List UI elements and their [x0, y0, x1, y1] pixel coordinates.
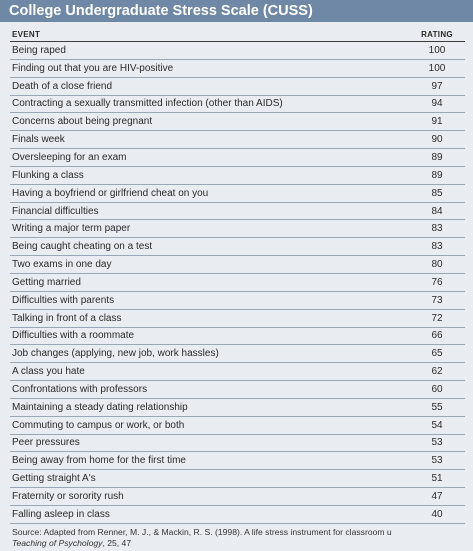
event-cell: Difficulties with a roommate: [12, 330, 135, 342]
rating-cell: 76: [431, 276, 443, 288]
table-row: [10, 452, 465, 470]
table-row: [10, 42, 465, 60]
event-cell: Being away from home for the first time: [12, 455, 186, 467]
rating-cell: 53: [431, 437, 443, 449]
event-cell: Having a boyfriend or girlfriend cheat on you: [12, 187, 209, 199]
rating-cell: 91: [431, 116, 443, 128]
event-cell: Finding out that you are HIV-positive: [12, 62, 174, 74]
event-cell: Commuting to campus or work, or both: [12, 419, 185, 431]
table-row: [10, 470, 465, 488]
rating-cell: 51: [431, 473, 443, 485]
event-cell: Maintaining a steady dating relationship: [12, 401, 188, 413]
table-row: [10, 96, 465, 114]
rating-cell: 100: [428, 44, 446, 56]
table-body: [10, 42, 465, 524]
event-cell: Contracting a sexually transmitted infection (other than AIDS): [12, 98, 283, 110]
table-row: [10, 131, 465, 149]
table-row: [10, 185, 465, 203]
rating-cell: 47: [431, 491, 443, 503]
rating-cell: 66: [431, 330, 443, 342]
event-cell: Writing a major term paper: [12, 223, 131, 235]
event-cell: Fraternity or sorority rush: [12, 491, 124, 503]
table-row: [10, 310, 465, 328]
rating-cell: 90: [431, 134, 443, 146]
table-row: [10, 238, 465, 256]
table-row: [10, 274, 465, 292]
rating-cell: 60: [431, 383, 443, 395]
rating-cell: 73: [431, 294, 443, 306]
rating-cell: 72: [431, 312, 443, 324]
event-cell: Two exams in one day: [12, 259, 112, 271]
source-citation: [12, 538, 473, 549]
event-cell: Being raped: [12, 44, 66, 56]
event-cell: Peer pressures: [12, 437, 80, 449]
event-cell: Being caught cheating on a test: [12, 241, 153, 253]
rating-cell: 89: [431, 169, 443, 181]
rating-cell: 97: [431, 80, 443, 92]
event-cell: Job changes (applying, new job, work hassles): [12, 348, 219, 360]
table-row: [10, 328, 465, 346]
table-row: [10, 345, 465, 363]
table-row: [10, 399, 465, 417]
event-cell: A class you hate: [12, 366, 85, 378]
event-cell: Finals week: [12, 134, 65, 146]
table-row: [10, 488, 465, 506]
rating-cell: 54: [431, 419, 443, 431]
event-cell: Difficulties with parents: [12, 294, 115, 306]
table-row: [10, 60, 465, 78]
rating-column-header: RATING: [421, 29, 453, 39]
journal-volume: , 25, 47: [102, 537, 132, 548]
rating-cell: 55: [431, 401, 443, 413]
table-row: [10, 506, 465, 524]
table-row: [10, 417, 465, 435]
event-cell: Death of a close friend: [12, 80, 113, 92]
table-row: [10, 381, 465, 399]
rating-cell: 100: [428, 62, 446, 74]
stress-scale-table: [10, 28, 465, 524]
table-header: [10, 28, 465, 42]
rating-cell: 94: [431, 98, 443, 110]
rating-cell: 80: [431, 259, 443, 271]
rating-cell: 89: [431, 151, 443, 163]
table-row: [10, 292, 465, 310]
table-row: [10, 363, 465, 381]
source-note: [12, 527, 473, 548]
table-row: [10, 113, 465, 131]
table-row: [10, 78, 465, 96]
table-title: College Undergraduate Stress Scale (CUSS): [0, 0, 473, 22]
rating-cell: 65: [431, 348, 443, 360]
event-cell: Concerns about being pregnant: [12, 116, 153, 128]
rating-cell: 84: [431, 205, 443, 217]
table-row: [10, 256, 465, 274]
rating-cell: 83: [431, 241, 443, 253]
journal-name: Teaching of Psychology: [12, 537, 103, 548]
event-cell: Confrontations with professors: [12, 383, 148, 395]
rating-cell: 85: [431, 187, 443, 199]
table-row: [10, 149, 465, 167]
table-row: [10, 435, 465, 453]
table-row: [10, 167, 465, 185]
event-column-header: EVENT: [12, 29, 41, 39]
event-cell: Talking in front of a class: [12, 312, 122, 324]
event-cell: Flunking a class: [12, 169, 84, 181]
table-row: [10, 203, 465, 221]
rating-cell: 40: [431, 508, 443, 520]
rating-cell: 83: [431, 223, 443, 235]
event-cell: Getting married: [12, 276, 81, 288]
event-cell: Getting straight A's: [12, 473, 96, 485]
rating-cell: 53: [431, 455, 443, 467]
rating-cell: 62: [431, 366, 443, 378]
event-cell: Financial difficulties: [12, 205, 99, 217]
source-line: Source: Adapted from Renner, M. J., & Mackin, R. S. (1998). A life stress instrument for classroom u: [12, 527, 392, 537]
event-cell: Oversleeping for an exam: [12, 151, 127, 163]
event-cell: Falling asleep in class: [12, 508, 110, 520]
table-row: [10, 220, 465, 238]
